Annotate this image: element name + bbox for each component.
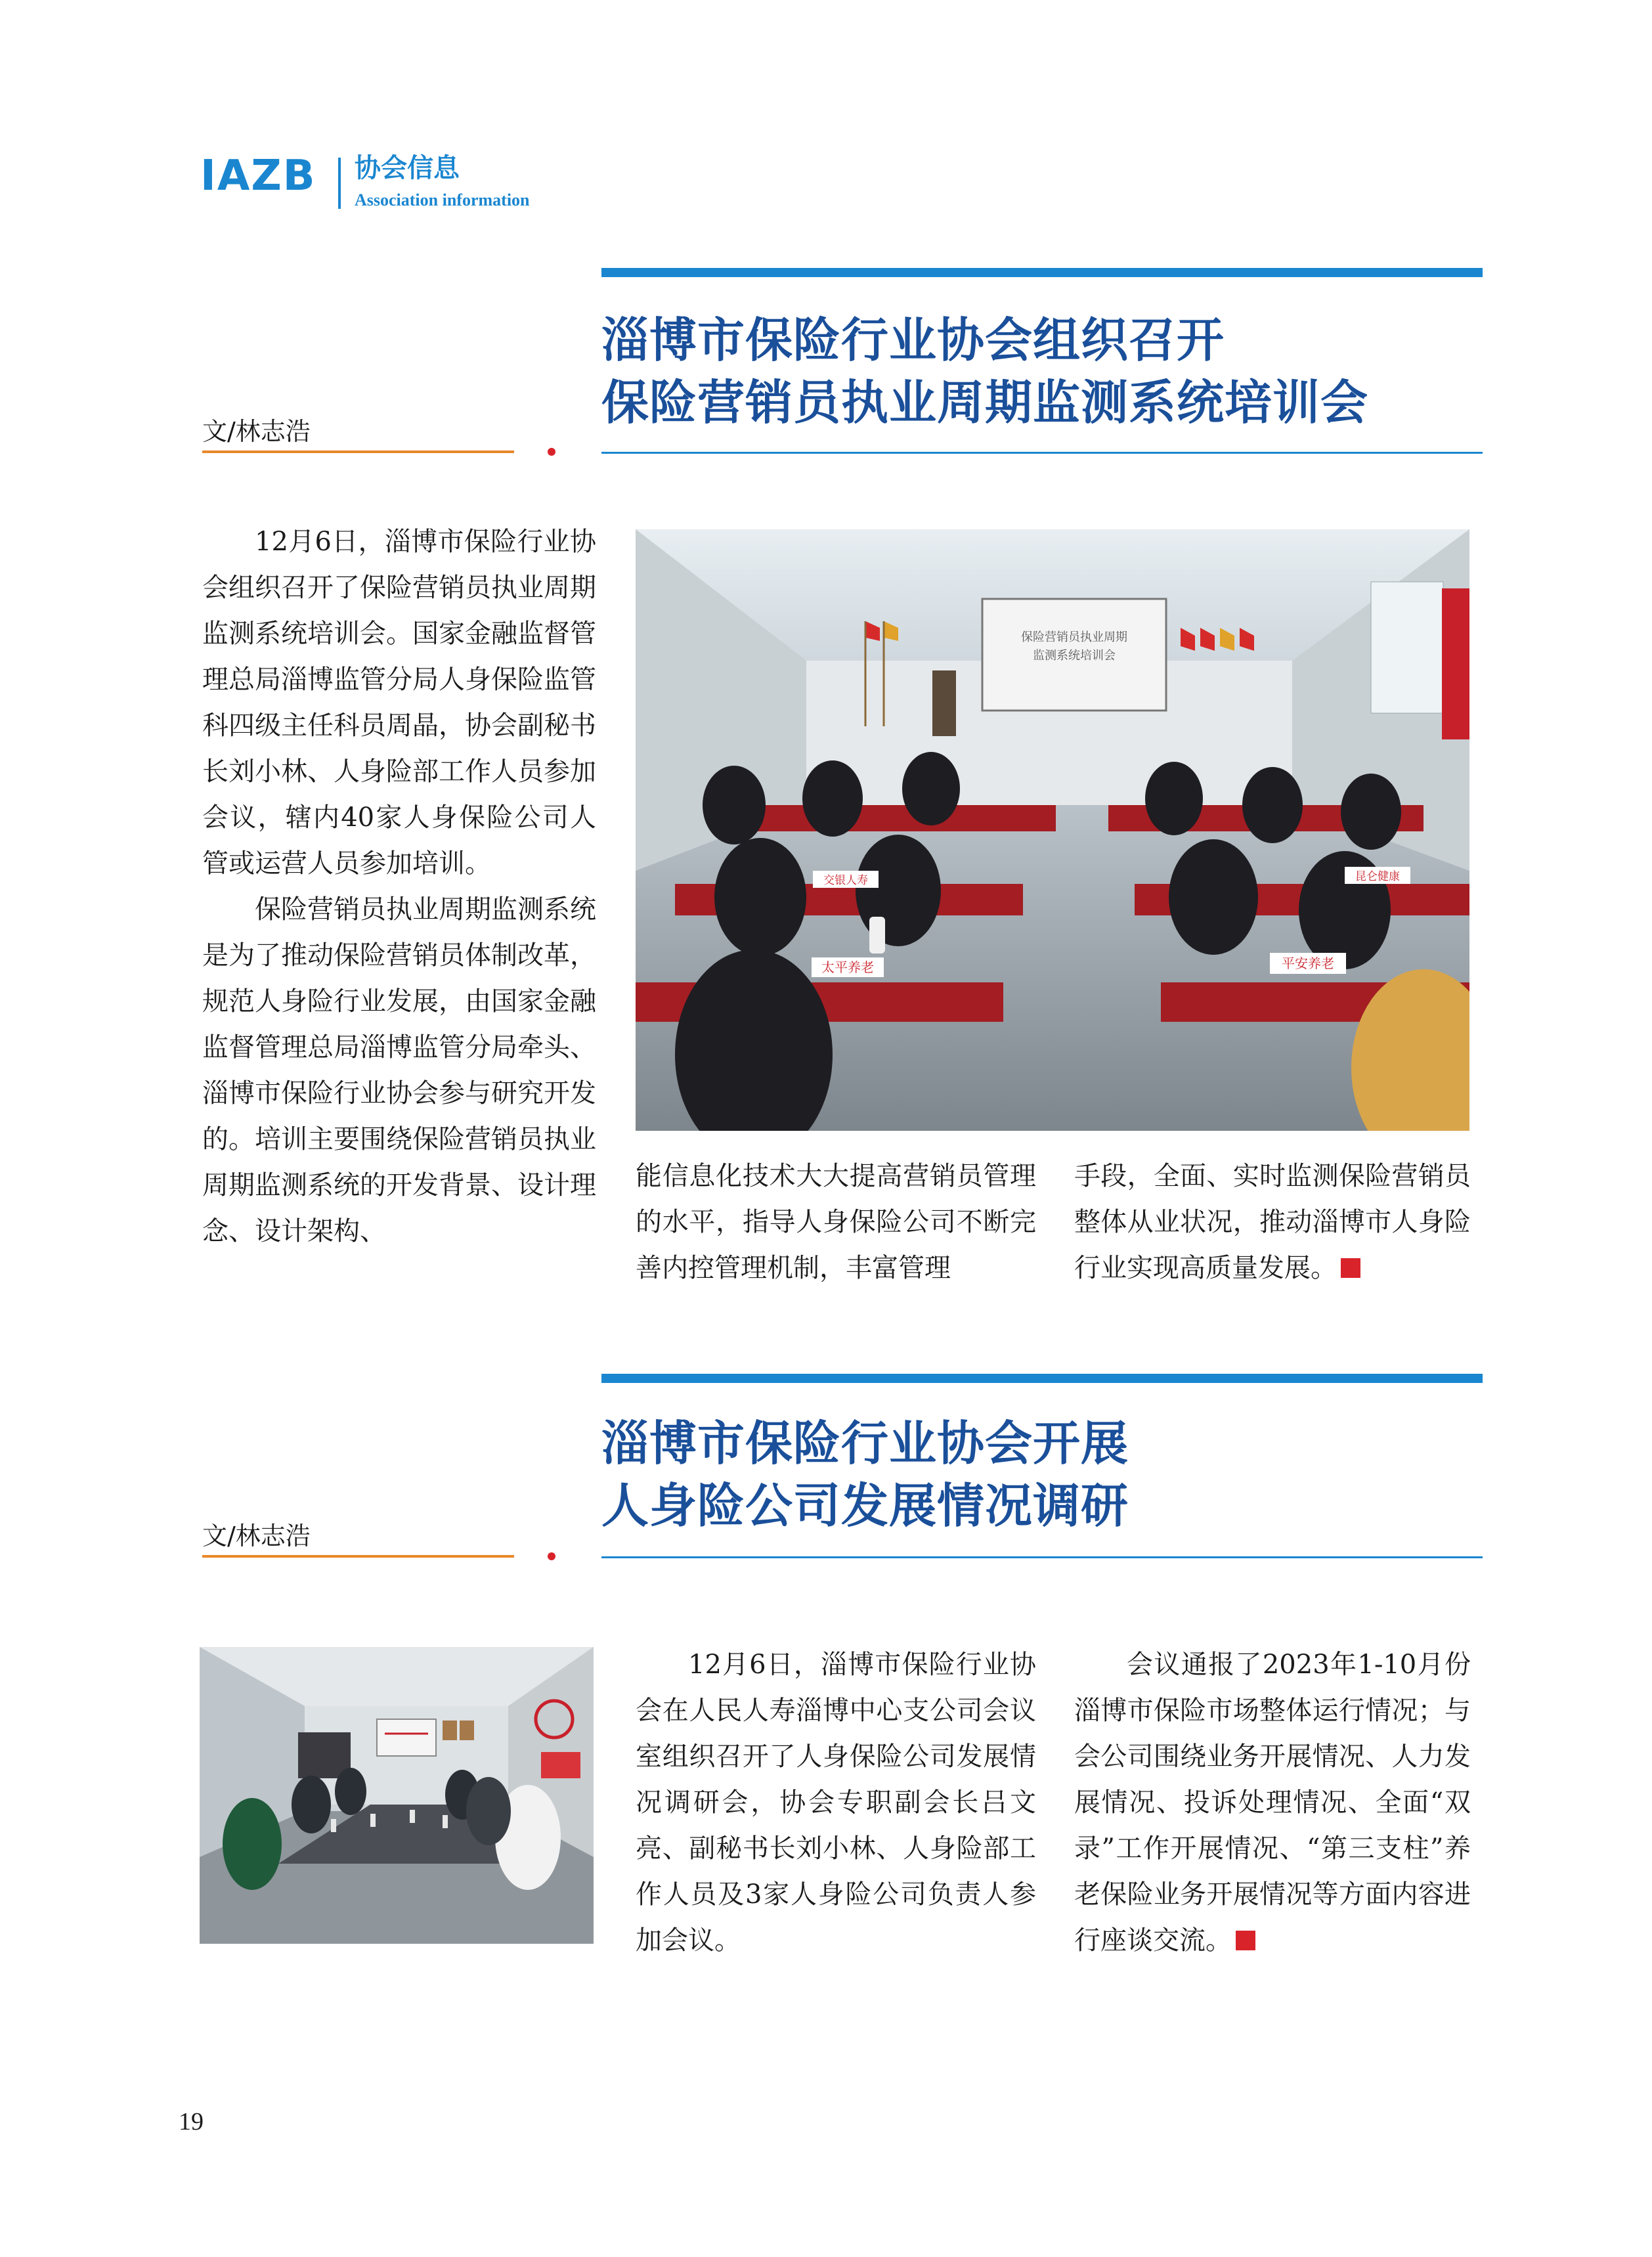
table-sign-4: 平安养老 bbox=[1282, 955, 1334, 971]
article2-title-line-1: 淄博市保险行业协会开展 bbox=[601, 1415, 1129, 1471]
article2-end-mark bbox=[1236, 1931, 1255, 1950]
table-sign-1: 交银人寿 bbox=[823, 874, 868, 887]
article1-paragraph-2-end: 手段，全面、实时监测保险营销员整体从业状况，推动淄博市人身险行业实现高质量发展。 bbox=[1074, 1161, 1471, 1283]
article2-red-dot bbox=[548, 1552, 555, 1560]
screen-text-line-1: 保险营销员执业周期 bbox=[1021, 630, 1127, 644]
article2-title bbox=[601, 1412, 1129, 1537]
header-divider bbox=[338, 158, 341, 209]
article2-paragraph-1: 12月6日，淄博市保险行业协会在人民人寿淄博中心支公司会议室组织召开了人身保险公司发展情况调研会，协会专职副会长吕文亮、副秘书长刘小林、人身险部工作人员及3家人身险公司负责人参加会议。 bbox=[636, 1650, 1036, 1956]
page-number: 19 bbox=[179, 2108, 204, 2136]
article1-paragraph-2: 保险营销员执业周期监测系统是为了推动保险营销员体制改革，规范人身险行业发展，由国家金融监督管理总局淄博监管分局牵头、淄博市保险行业协会参与研究开发的。培训主要围绕保险营销员执业周期监测系统的开发背景、设计理念、设计架构、 bbox=[202, 894, 596, 1246]
article1-title-line-1: 淄博市保险行业协会组织召开 bbox=[601, 312, 1225, 368]
article1-blue-rule bbox=[601, 452, 1483, 454]
section-title-cn: 协会信息 bbox=[355, 152, 460, 183]
article2-column-3 bbox=[1074, 1642, 1471, 1963]
article2-blue-rule bbox=[601, 1556, 1483, 1558]
article1-title-line-2: 保险营销员执业周期监测系统培训会 bbox=[601, 374, 1369, 431]
article1-author-rule bbox=[202, 450, 514, 453]
article2-author: 文/林志浩 bbox=[202, 1522, 311, 1550]
article2-column-2 bbox=[636, 1642, 1036, 1963]
article1-red-dot bbox=[548, 448, 555, 456]
table-sign-3: 太平养老 bbox=[821, 959, 874, 975]
training-room-illustration bbox=[636, 529, 1469, 1131]
article2-paragraph-2: 会议通报了2023年1-10月份淄博市保险市场整体运行情况；与会公司围绕业务开展情况、人力发展情况、投诉处理情况、全面“双录”工作开展情况、“第三支柱”养老保险业务开展情况等方面内容进行座谈交流。 bbox=[1074, 1650, 1471, 1956]
table-sign-2: 昆仑健康 bbox=[1355, 870, 1400, 883]
iazb-logo: IAZB bbox=[200, 152, 316, 200]
article2-meeting-photo bbox=[200, 1647, 594, 1944]
article1-column-2 bbox=[636, 1153, 1036, 1291]
article1-paragraph-2-continued: 能信息化技术大大提高营销员管理的水平，指导人身保险公司不断完善内控管理机制，丰富管理 bbox=[636, 1161, 1036, 1283]
article1-end-mark bbox=[1341, 1258, 1360, 1278]
article2-title-line-2: 人身险公司发展情况调研 bbox=[601, 1478, 1129, 1534]
article1-column-3 bbox=[1074, 1153, 1471, 1291]
article2-top-rule bbox=[601, 1374, 1483, 1383]
article1-title bbox=[601, 309, 1368, 433]
screen-text-line-2: 监测系统培训会 bbox=[1033, 649, 1116, 663]
article1-column-1 bbox=[202, 519, 596, 1254]
meeting-room-illustration bbox=[200, 1647, 594, 1944]
article1-paragraph-1: 12月6日，淄博市保险行业协会组织召开了保险营销员执业周期监测系统培训会。国家金融监督管理总局淄博监管分局人身保险监管科四级主任科员周晶，协会副秘书长刘小林、人身险部工作人员参加会议，辖内40家人身保险公司人管或运营人员参加培训。 bbox=[202, 527, 596, 879]
article1-top-rule bbox=[601, 268, 1483, 277]
article2-author-rule bbox=[202, 1555, 514, 1558]
article1-author: 文/林志浩 bbox=[202, 417, 311, 446]
section-title-en: Association information bbox=[355, 190, 530, 209]
article1-training-photo bbox=[636, 529, 1469, 1131]
